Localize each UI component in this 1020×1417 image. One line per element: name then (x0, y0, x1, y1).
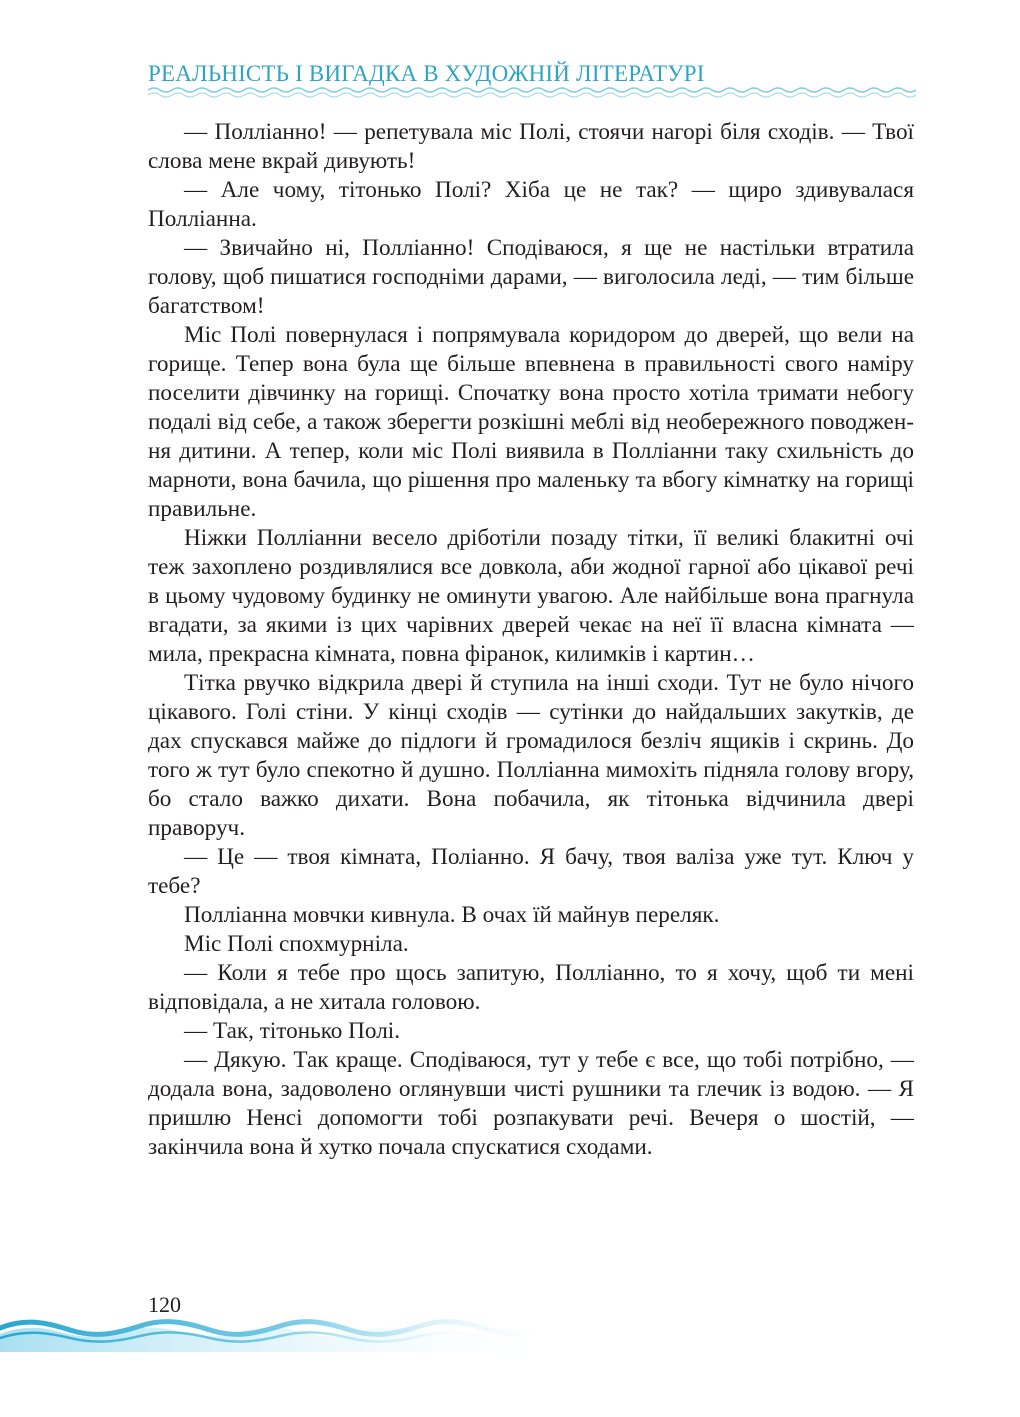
paragraph: Ніжки Полліанни весело дріботіли позаду тітки, її великі блакитні очі теж захоплено роздивлялися все довкола, аби жодної гарної або цікавої речі в цьому чудовому будинку не оминути увагою. Але найбільше вона прагнула вгадати, за якими із цих чарівних дверей чекає на неї її власна кімната — мила, прекрасна кімната, повна фіранок, килимків і картин… (148, 525, 914, 667)
paragraph: Міс Полі спохмурніла. (184, 931, 409, 957)
paragraph: Тітка рвучко відкрила двері й ступила на інші сходи. Тут не було нічого цікавого. Голі стіни. У кінці сходів — сутінки до найдальших закутків, де дах спускався майже до підлоги й громадилося безліч ящиків і скринь. До того ж тут було спекотно й душно. Полліанна мимохіть підняла голову вгору, бо стало важко дихати. Вона побачила, як тітонька відчинила двері праворуч. (148, 670, 914, 841)
paragraph: — Дякую. Так краще. Сподіваюся, тут у тебе є все, що тобі потрібно, — додала вона, задоволено оглянувши чисті рушники та глечик із водою. — Я пришлю Ненсі допомогти тобі розпакувати речі. Вечеря о шостій, — закінчила вона й хутко почала спускатися сходами. (148, 1047, 914, 1160)
paragraph: — Але чому, тітонько Полі? Хіба це не так? — щиро здивувалася Полліанна. (148, 177, 914, 232)
paragraph: — Коли я тебе про щось запитую, Полліанно, то я хочу, щоб ти мені відповідала, а не хитала головою. (148, 960, 914, 1015)
paragraph: Міс Полі повернулася і попрямувала коридором до дверей, що вели на горище. Тепер вона була ще більше впевнена в правильності свого наміру поселити дівчинку на горищі. Спочатку вона просто хотіла тримати небогу подалі від себе, а також зберегти розкішні меблі від необережного поводження дитини. А тепер, коли міс Полі виявила в Полліанни таку схильність до марноти, вона бачила, що рішення про маленьку та вбогу кімнатку на горищі правильне. (148, 322, 914, 522)
page-number: 120 (148, 1292, 181, 1317)
footer-wave-decoration (0, 1312, 540, 1352)
paragraph: — Полліанно! — репетувала міс Полі, стоячи нагорі біля сходів. — Твої слова мене вкрай дивують! (148, 119, 914, 174)
paragraph: — Так, тітонько Полі. (184, 1018, 401, 1044)
body-text (148, 118, 914, 1162)
header-wave-divider (148, 86, 916, 98)
paragraph: Полліанна мовчки кивнула. В очах їй майнув переляк. (184, 902, 720, 928)
section-title: РЕАЛЬНІСТЬ І ВИГАДКА В ХУДОЖНІЙ ЛІТЕРАТУРІ (148, 61, 705, 86)
paragraph: — Звичайно ні, Полліанно! Сподіваюся, я ще не настільки втратила голову, щоб пишатися господніми дарами, — виголосила леді, — тим більше багатством! (148, 235, 914, 319)
paragraph: — Це — твоя кімната, Поліанно. Я бачу, твоя валіза уже тут. Ключ у тебе? (148, 844, 914, 899)
